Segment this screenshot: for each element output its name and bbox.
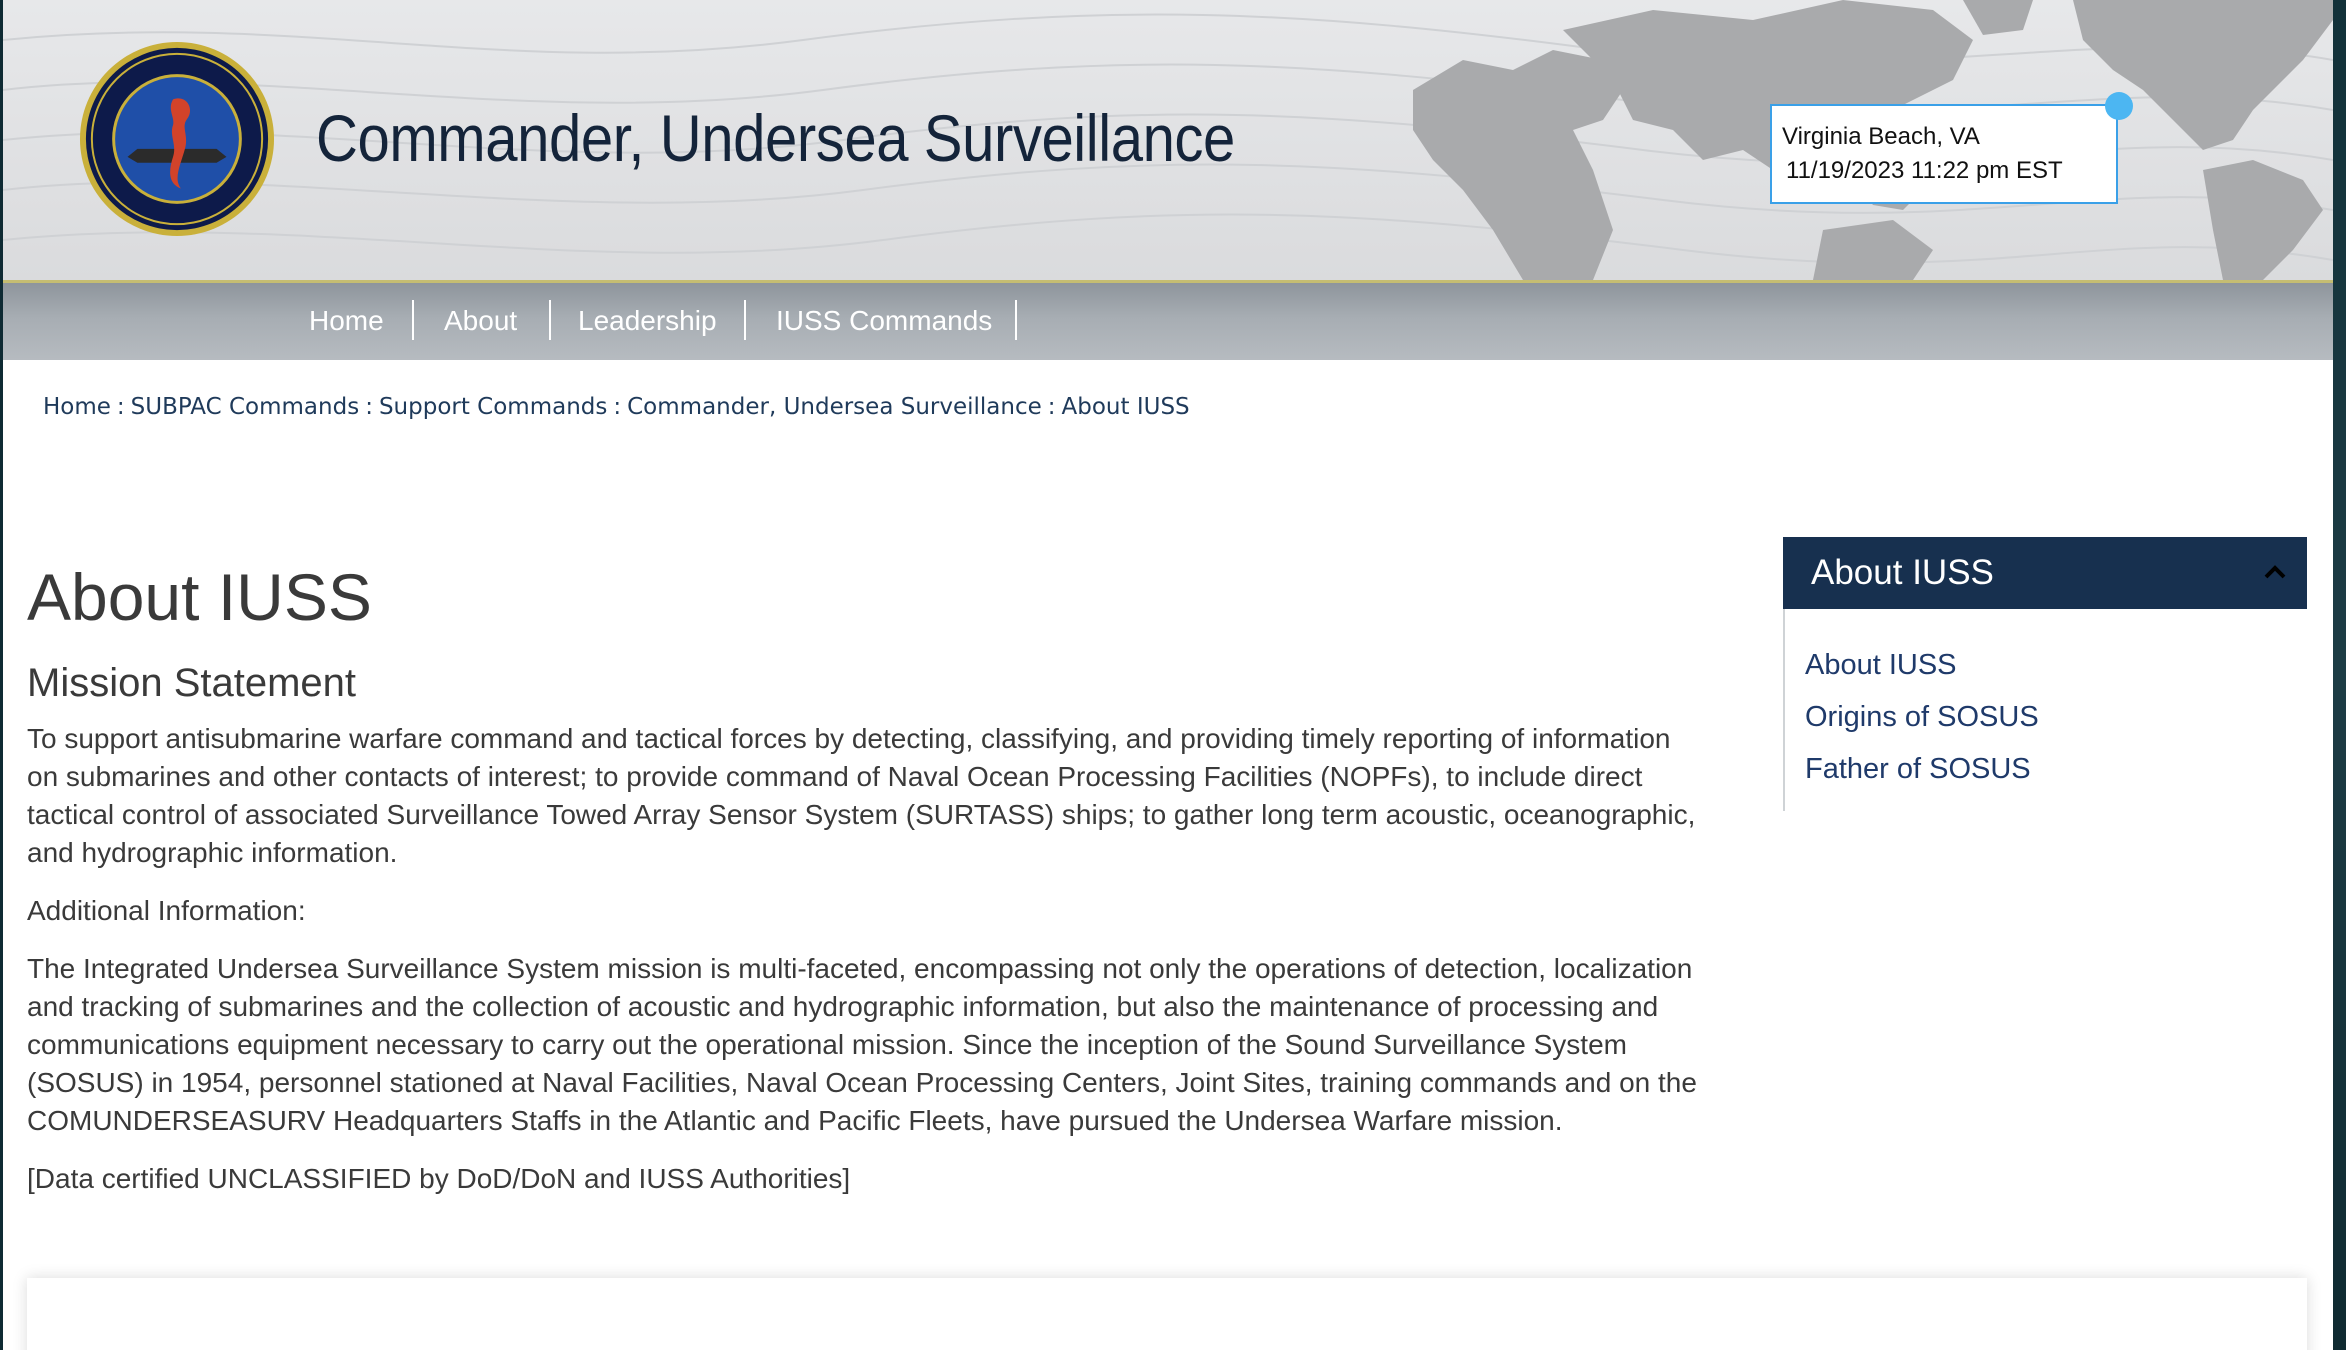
command-seal-logo <box>78 40 276 238</box>
breadcrumb-subpac-commands[interactable]: SUBPAC Commands <box>130 394 360 420</box>
site-title[interactable]: Commander, Undersea Surveillance <box>316 101 1235 175</box>
nav-separator <box>412 300 414 340</box>
certification-note: [Data certified UNCLASSIFIED by DoD/DoN and IUSS Authorities] <box>27 1163 851 1194</box>
sidebar-header[interactable] <box>1783 537 2307 609</box>
nav-item-leadership[interactable]: Leadership <box>578 305 717 336</box>
page <box>3 0 2333 1350</box>
breadcrumb-home[interactable]: Home <box>43 394 111 420</box>
breadcrumb-about-iuss[interactable]: About IUSS <box>1061 394 1190 420</box>
nav-item-home[interactable]: Home <box>309 305 384 336</box>
sidebar-title: About IUSS <box>1811 553 1994 592</box>
breadcrumb-separator: : <box>1047 394 1056 420</box>
main-content <box>27 550 1707 1218</box>
breadcrumb-separator: : <box>116 394 125 420</box>
nav-item-iuss-commands[interactable]: IUSS Commands <box>776 305 993 336</box>
sidebar-item-origins-of-sosus[interactable]: Origins of SOSUS <box>1805 701 2039 733</box>
breadcrumb-separator: : <box>613 394 622 420</box>
breadcrumb <box>43 394 1190 420</box>
nav-separator <box>549 300 551 340</box>
location-dot-icon[interactable] <box>2105 92 2133 120</box>
additional-info-text: The Integrated Undersea Surveillance System mission is multi-faceted, encompassing not only the operations of detection, localization and tracking of submarines and the collection of acoustic and hydrographic information, but also the maintenance of processing and communications equipment necessary to carry out the operational mission. Since the inception of the Sound Surveillance System (SOSUS) in 1954, personnel stationed at Naval Facilities, Naval Ocean Processing Centers, Joint Sites, training commands and on the COMUNDERSEASURV Headquarters Staffs in the Atlantic and Pacific Fleets, have pursued the Undersea Warfare mission. <box>27 953 1697 1136</box>
nav-item-about[interactable]: About <box>444 305 518 336</box>
main-nav <box>3 283 2333 360</box>
site-header <box>3 0 2333 280</box>
section-title: Mission Statement <box>27 661 357 705</box>
nav-separator <box>1015 300 1017 340</box>
nav-separator <box>744 300 746 340</box>
sidebar <box>1783 537 2307 811</box>
window-edge <box>2333 0 2346 1350</box>
additional-info-label: Additional Information: <box>27 895 306 926</box>
mission-statement-text: To support antisubmarine warfare command and tactical forces by detecting, classifying, and providing timely reporting of information on submarines and other contacts of interest; to provide command of Naval Ocean Processing Facilities (NOPFs), to include direct tactical control of associated Surveillance Towed Array Sensor System (SURTASS) ships; to gather long term acoustic, oceanographic, and hydrographic information. <box>27 723 1696 868</box>
location-time-widget <box>1770 104 2118 204</box>
footer-card <box>27 1278 2307 1350</box>
sidebar-item-about-iuss[interactable]: About IUSS <box>1805 649 1957 681</box>
datetime-label: 11/19/2023 11:22 pm EST <box>1786 157 2063 184</box>
breadcrumb-support-commands[interactable]: Support Commands <box>378 394 608 420</box>
location-label: Virginia Beach, VA <box>1782 123 1980 150</box>
sidebar-links <box>1783 609 2307 811</box>
sidebar-item-father-of-sosus[interactable]: Father of SOSUS <box>1805 753 2031 785</box>
page-title: About IUSS <box>27 560 372 634</box>
chevron-up-icon[interactable] <box>2257 555 2293 591</box>
breadcrumb-separator: : <box>365 394 373 420</box>
breadcrumb-commander-undersea-surveillance[interactable]: Commander, Undersea Surveillance <box>627 394 1042 420</box>
